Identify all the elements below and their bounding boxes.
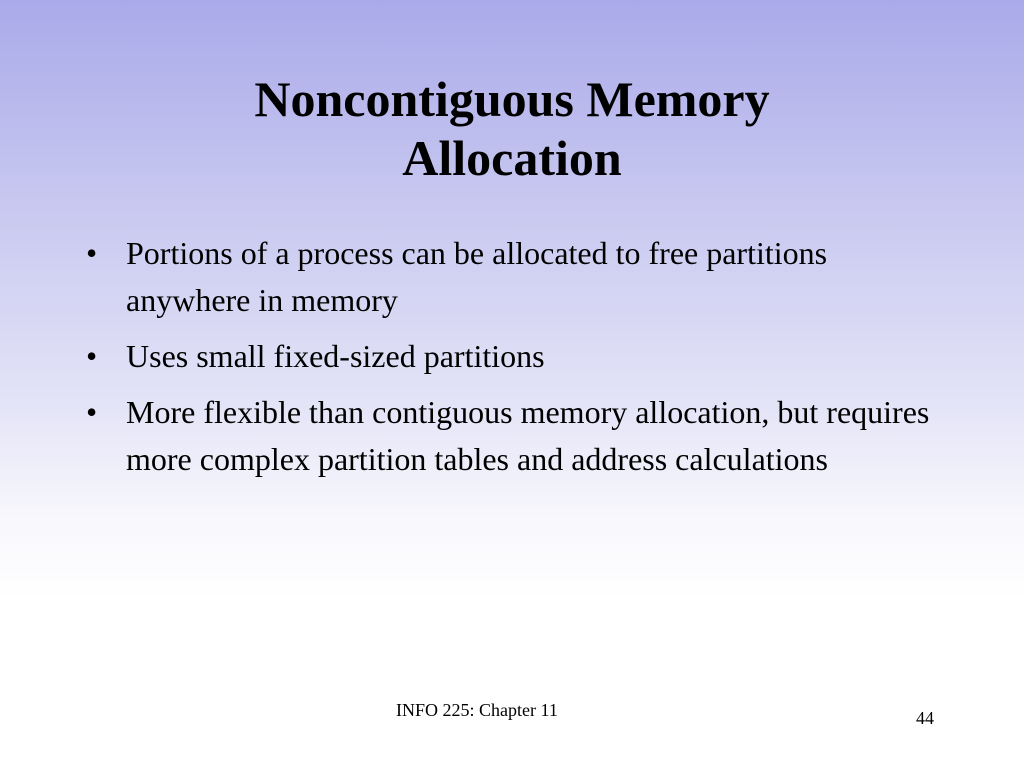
bullet-text: Portions of a process can be allocated to free partitions anywhere in memory [126, 235, 828, 318]
bullet-item [84, 333, 954, 380]
bullet-marker: • [86, 338, 98, 374]
bullet-item [84, 389, 954, 483]
slide-title [112, 70, 912, 187]
slide-title-line-2: Allocation [402, 129, 622, 186]
bullet-text: Uses small fixed-sized partitions [126, 338, 545, 374]
slide-title-line-1: Noncontiguous Memory [254, 71, 770, 127]
bullet-list [84, 230, 954, 492]
bullet-marker: • [86, 235, 98, 271]
bullet-text: More flexible than contiguous memory allocation, but requires more complex partition tables and address calculations [126, 394, 930, 477]
footer-course-label: INFO 225: Chapter 11 [396, 700, 558, 720]
bullet-marker: • [86, 394, 98, 430]
slide-page-number: 44 [916, 708, 934, 728]
bullet-item [84, 230, 954, 324]
